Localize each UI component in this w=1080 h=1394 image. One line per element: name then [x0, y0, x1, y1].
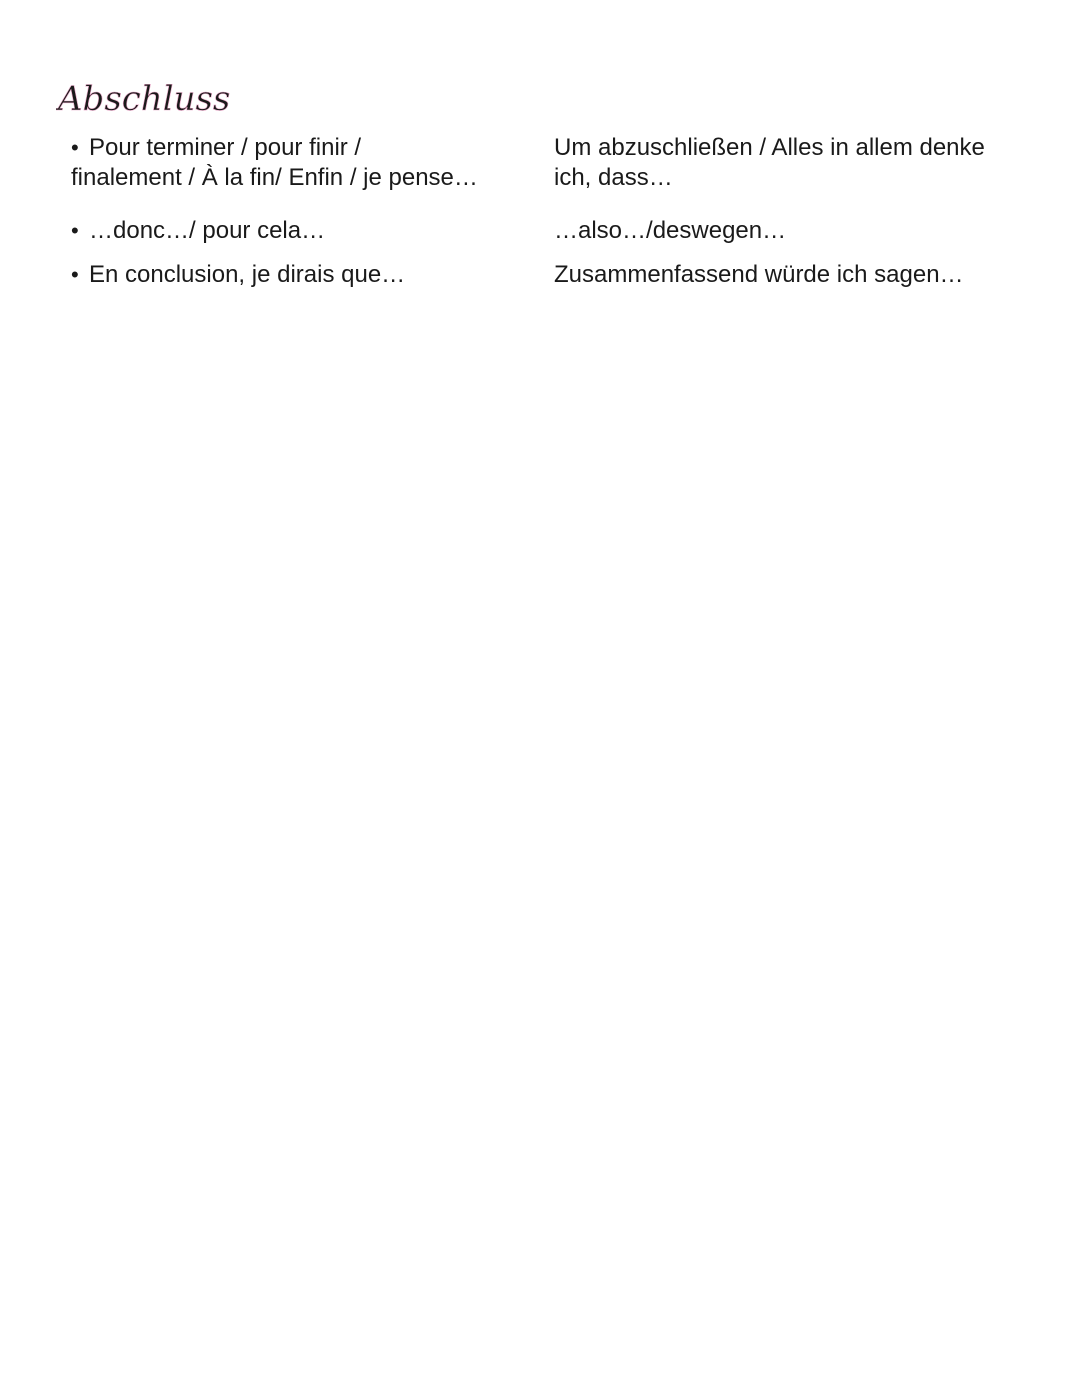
german-translation: …also…/deswegen… — [554, 217, 787, 244]
french-phrase: • Pour terminer / pour finir / — [71, 134, 362, 161]
german-translation: Um abzuschließen / Alles in allem denke — [554, 134, 985, 161]
handwritten-heading-art — [56, 74, 276, 124]
german-translation-continued: ich, dass… — [554, 164, 673, 191]
heading-text: Abschluss — [58, 79, 231, 119]
french-phrase: • En conclusion, je dirais que… — [71, 261, 406, 288]
bullet: • — [71, 218, 79, 243]
bullet: • — [71, 262, 79, 287]
bullet: • — [71, 135, 79, 160]
section-heading — [56, 74, 276, 124]
french-phrase: • …donc…/ pour cela… — [71, 217, 326, 244]
french-phrase-continued: finalement / À la fin/ Enfin / je pense… — [71, 164, 478, 191]
german-translation: Zusammenfassend würde ich sagen… — [554, 261, 964, 288]
